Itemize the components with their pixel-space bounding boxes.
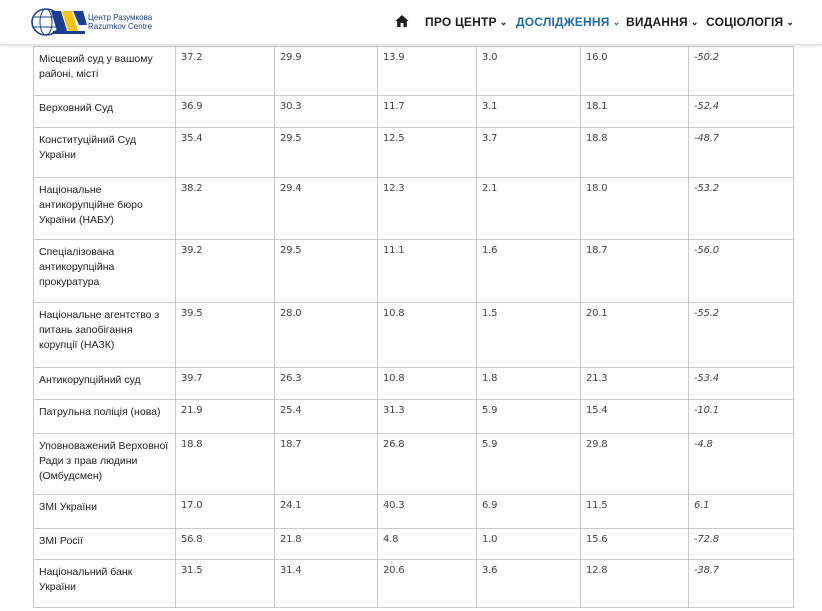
table-cell: 29.5 [275, 240, 378, 303]
table-cell: 18.0 [581, 178, 689, 240]
nav-item-publications[interactable]: ВИДАННЯ ⌄ [626, 15, 699, 29]
table-cell: 4.8 [378, 529, 477, 560]
table-cell: 3.0 [477, 47, 581, 96]
row-label: Спеціалізована антикорупційна прокуратура [34, 240, 176, 303]
table-cell: 18.1 [581, 96, 689, 128]
table-cell: 18.7 [581, 240, 689, 303]
chevron-down-icon: ⌄ [612, 17, 621, 27]
table-cell: -56.0 [689, 240, 794, 303]
table-cell: 29.5 [275, 128, 378, 178]
nav-item-research[interactable]: ДОСЛІДЖЕННЯ ⌄ [516, 15, 621, 29]
table-cell: 6.1 [689, 495, 794, 529]
table-cell: 56.8 [176, 529, 275, 560]
table-cell: 12.5 [378, 128, 477, 178]
table-cell: 36.9 [176, 96, 275, 128]
table-cell: 31.5 [176, 560, 275, 608]
table-cell: 21.8 [275, 529, 378, 560]
table-row [34, 368, 794, 400]
table-cell: 31.4 [275, 560, 378, 608]
table-row [34, 434, 794, 495]
chevron-down-icon: ⌄ [499, 17, 508, 27]
survey-table [33, 46, 793, 608]
table-cell: 26.8 [378, 434, 477, 495]
table-cell: 39.5 [176, 303, 275, 368]
row-label: ЗМІ України [34, 495, 176, 529]
logo-text [88, 13, 152, 31]
table-cell: 39.2 [176, 240, 275, 303]
row-label: Антикорупційний суд [34, 368, 176, 400]
chevron-down-icon: ⌄ [690, 17, 699, 27]
table-cell: 18.8 [581, 128, 689, 178]
table-row [34, 47, 794, 96]
logo-line-2: Razumkov Centre [88, 22, 153, 31]
logo-line-1: Центр Разумкова [88, 13, 153, 22]
nav-item-sociology[interactable]: СОЦІОЛОГІЯ ⌄ [706, 15, 795, 29]
table-cell: 29.8 [581, 434, 689, 495]
table-cell: -10.1 [689, 400, 794, 434]
table-cell: 35.4 [176, 128, 275, 178]
table-cell: 1.6 [477, 240, 581, 303]
table-row [34, 96, 794, 128]
table-cell: -50.2 [689, 47, 794, 96]
table-cell: 29.4 [275, 178, 378, 240]
table-cell: 5.9 [477, 400, 581, 434]
table-cell: -48.7 [689, 128, 794, 178]
table-cell: 3.6 [477, 560, 581, 608]
table-cell: 39.7 [176, 368, 275, 400]
table-cell: 11.7 [378, 96, 477, 128]
globe-logo-icon [31, 7, 87, 37]
row-label: Уповноважений Верховної Ради з прав людини (Омбудсмен) [34, 434, 176, 495]
razumkov-logo[interactable] [31, 7, 161, 37]
table-cell: -52.4 [689, 96, 794, 128]
table-cell: 15.4 [581, 400, 689, 434]
table-cell: 18.8 [176, 434, 275, 495]
chevron-down-icon: ⌄ [786, 17, 795, 27]
table-cell: 29.9 [275, 47, 378, 96]
table-cell: 12.3 [378, 178, 477, 240]
table-row [34, 240, 794, 303]
row-label: Верховний Суд [34, 96, 176, 128]
table-cell: -38.7 [689, 560, 794, 608]
table-cell: 3.7 [477, 128, 581, 178]
table-cell: 11.1 [378, 240, 477, 303]
table-cell: 10.8 [378, 368, 477, 400]
table-cell: 5.9 [477, 434, 581, 495]
table-cell: -53.4 [689, 368, 794, 400]
row-label: Конституційний Суд України [34, 128, 176, 178]
table-cell: 2.1 [477, 178, 581, 240]
table-cell: 28.0 [275, 303, 378, 368]
table-row [34, 128, 794, 178]
table-row [34, 529, 794, 560]
table-cell: 20.6 [378, 560, 477, 608]
table-cell: 21.9 [176, 400, 275, 434]
table-cell: 25.4 [275, 400, 378, 434]
table-cell: 10.8 [378, 303, 477, 368]
table-cell: -55.2 [689, 303, 794, 368]
table-cell: 1.5 [477, 303, 581, 368]
site-header [0, 0, 822, 45]
table-cell: 26.3 [275, 368, 378, 400]
nav-item-about[interactable]: ПРО ЦЕНТР ⌄ [425, 15, 508, 29]
row-label: Національне антикорупційне бюро України (НАБУ) [34, 178, 176, 240]
table-cell: -72.8 [689, 529, 794, 560]
table-cell: 17.0 [176, 495, 275, 529]
table-cell: 37.2 [176, 47, 275, 96]
table-cell: 1.0 [477, 529, 581, 560]
table-cell: 20.1 [581, 303, 689, 368]
row-label: Патрульна поліція (нова) [34, 400, 176, 434]
table-cell: 40.3 [378, 495, 477, 529]
table-cell: 3.1 [477, 96, 581, 128]
table-cell: 30.3 [275, 96, 378, 128]
table-cell: 6.9 [477, 495, 581, 529]
table-cell: 16.0 [581, 47, 689, 96]
table-cell: 13.9 [378, 47, 477, 96]
table-cell: 38.2 [176, 178, 275, 240]
table-row [34, 495, 794, 529]
table-row [34, 400, 794, 434]
table-cell: 12.8 [581, 560, 689, 608]
table-row [34, 303, 794, 368]
table-cell: 11.5 [581, 495, 689, 529]
table-row [34, 178, 794, 240]
table-cell: 1.8 [477, 368, 581, 400]
home-icon[interactable] [395, 14, 409, 28]
table-cell: 24.1 [275, 495, 378, 529]
table-cell: 18.7 [275, 434, 378, 495]
table-cell: -4.8 [689, 434, 794, 495]
row-label: Національний банк України [34, 560, 176, 608]
table-row [34, 560, 794, 608]
row-label: Національне агентство з питань запобігання корупції (НАЗК) [34, 303, 176, 368]
table-cell: -53.2 [689, 178, 794, 240]
table-cell: 15.6 [581, 529, 689, 560]
table-cell: 21.3 [581, 368, 689, 400]
row-label: ЗМІ Росії [34, 529, 176, 560]
table-cell: 31.3 [378, 400, 477, 434]
row-label: Місцевий суд у вашому районі, місті [34, 47, 176, 96]
